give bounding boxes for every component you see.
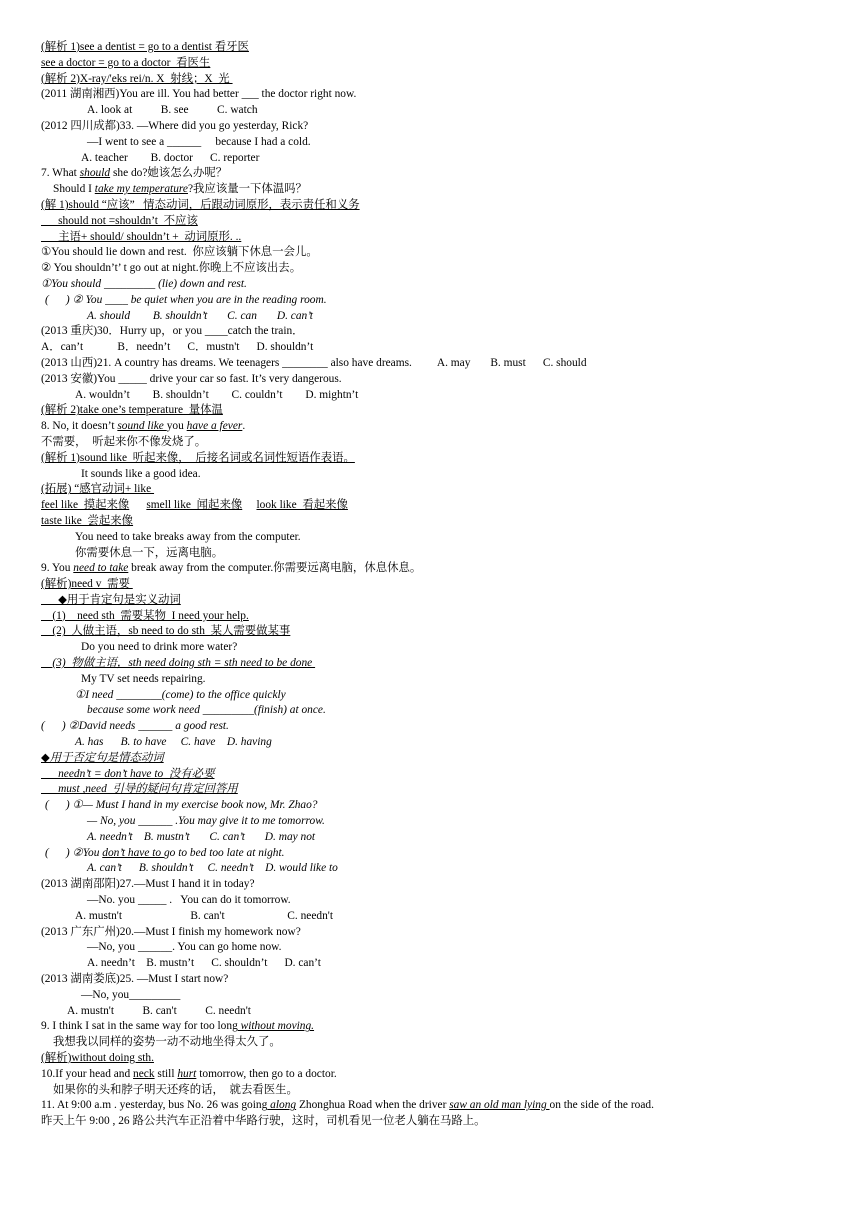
text-line [41, 782, 841, 798]
text-run: (解析 2)take one’s temperature 量体温 [41, 404, 223, 417]
text-line [41, 40, 841, 56]
text-run: must ,need 引导的疑问句肯定回答用 [41, 783, 238, 796]
text-run: It sounds like a good idea. [81, 467, 201, 480]
text-run: ( ) ②You [45, 846, 103, 859]
text-run: Do you need to drink more water? [81, 641, 238, 654]
text-line [41, 230, 841, 246]
text-run: 如果你的头和脖子明天还疼的话， 就去看医生。 [53, 1083, 298, 1096]
text-line [41, 814, 841, 830]
text-line [41, 798, 841, 814]
text-run: A．can’t B．needn’t C．mustn't D. shouldn’t [41, 341, 314, 354]
text-run: have a fever [186, 420, 243, 433]
text-run: 不需要， 听起来你不像发烧了。 [41, 435, 207, 448]
text-line [41, 719, 841, 735]
text-line [41, 467, 841, 483]
text-run: without moving. [237, 1020, 315, 1033]
text-run: —No. you _____ . You can do it tomorrow. [87, 894, 291, 907]
text-line [41, 830, 841, 846]
text-run: saw an old man lying [449, 1099, 550, 1112]
text-run: A. mustn't B. can't C. needn't [67, 1004, 251, 1017]
text-run: (解析)need v 需要 [41, 578, 133, 591]
text-run: ( ) ①— Must I hand in my exercise book now, Mr. Zhao? [45, 799, 318, 812]
text-run: (2013 广东广州)20.—Must I finish my homework now? [41, 925, 301, 938]
text-run: (2013 安徽)You _____ drive your car so fast. It’s very dangerous. [41, 372, 342, 385]
text-run: still [154, 1067, 178, 1080]
text-run: Zhonghua Road when the driver [296, 1099, 450, 1112]
text-line [41, 972, 841, 988]
text-run: —No, you_________ [81, 988, 181, 1001]
text-run: go to bed too late at night. [163, 846, 285, 859]
text-run: ◆用于否定句是情态动词 [41, 751, 164, 764]
text-run: A. should B. shouldn’t C. can D. can’t [87, 309, 313, 322]
text-line [41, 103, 841, 119]
text-run: need to take [73, 562, 129, 575]
text-run [129, 499, 146, 511]
text-run: A. needn’t B. mustn’t C. can’t D. may not [87, 830, 316, 843]
text-line [41, 656, 841, 672]
text-run: 7. What [41, 167, 80, 180]
text-line [41, 403, 841, 419]
text-line [41, 609, 841, 625]
text-line [41, 309, 841, 325]
text-line [41, 1004, 841, 1020]
text-line [41, 1051, 841, 1067]
text-line [41, 419, 841, 435]
text-run: on the side of the road. [549, 1099, 654, 1112]
text-run: take my temperature [94, 183, 188, 196]
text-run: should not =shouldn’t 不应该 [41, 214, 198, 227]
text-line [41, 135, 841, 151]
text-line [41, 340, 841, 356]
text-run: feel like 摸起来像 [41, 499, 130, 512]
text-run: (2013 重庆)30．Hurry up，or you ____catch the train． [41, 325, 304, 338]
text-run: . [242, 420, 246, 433]
text-run: (解析 2)X-ray/'eks rei/n. X 射线；X 光 [41, 72, 233, 85]
text-run: break away from the computer.你需要远离电脑，休息休息。 [128, 562, 422, 575]
text-line [41, 530, 841, 546]
text-run: A. can’t B. shouldn’t C. needn’t D. would like to [87, 862, 338, 875]
text-run: (2013 湖南邵阳)27.—Must I hand it in today? [41, 878, 255, 891]
text-run: (3) 物做主语，sth need doing sth = sth need to be done [41, 657, 316, 670]
text-line [41, 546, 841, 562]
text-run: 9. You [41, 562, 74, 575]
text-run: taste like 尝起来像 [41, 514, 134, 527]
text-run: A. teacher B. doctor C. reporter [81, 151, 260, 164]
text-run: hurt [177, 1067, 197, 1080]
text-run: (1) need sth 需要某物 I need your help. [41, 609, 249, 622]
text-run: 9. I think I sat in the same way for too long [41, 1020, 238, 1033]
text-line [41, 593, 841, 609]
text-run: look like 看起来像 [256, 499, 348, 512]
text-line [41, 688, 841, 704]
text-run: Should I [53, 183, 95, 196]
text-line [41, 498, 841, 514]
text-line [41, 245, 841, 261]
text-line [41, 72, 841, 88]
text-line [41, 1114, 841, 1130]
text-line [41, 151, 841, 167]
text-line [41, 877, 841, 893]
text-run: along [267, 1099, 297, 1112]
text-line [41, 261, 841, 277]
text-run: ①I need ________(come) to the office quickly [75, 688, 286, 701]
text-run: A. has B. to have C. have D. having [75, 736, 272, 749]
text-run: (2013 山西)21. A country has dreams. We teenagers ________ also have dreams. A. may B. must C. should [41, 356, 587, 369]
text-line [41, 640, 841, 656]
text-line [41, 1019, 841, 1035]
text-line [41, 372, 841, 388]
text-run [242, 499, 256, 511]
text-run: ◆用于肯定句是实义动词 [41, 593, 181, 606]
text-line [41, 293, 841, 309]
text-line [41, 703, 841, 719]
text-line [41, 482, 841, 498]
text-line [41, 940, 841, 956]
text-line [41, 988, 841, 1004]
document-page [41, 40, 841, 1130]
text-run: she do?她该怎么办呢？ [110, 167, 228, 180]
text-line [41, 277, 841, 293]
text-line [41, 893, 841, 909]
text-line [41, 198, 841, 214]
text-line [41, 166, 841, 182]
text-line [41, 435, 841, 451]
text-run: sound like [117, 420, 167, 433]
text-run: (解 1)should “应该” 情态动词，后跟动词原形，表示责任和义务 [41, 198, 360, 211]
text-line [41, 451, 841, 467]
text-run: —I went to see a ______ because I had a cold. [87, 135, 311, 148]
text-run: (2012 四川成都)33. —Where did you go yesterday, Rick? [41, 119, 309, 132]
text-run: 昨天上午 9:00 , 26 路公共汽车正沿着中华路行驶，这时，司机看见一位老人躺在马路上。 [41, 1115, 486, 1128]
text-run: 10.If your head and [41, 1067, 134, 1080]
text-line [41, 388, 841, 404]
text-run: 我想我以同样的姿势一动不动地坐得太久了。 [53, 1036, 281, 1049]
text-run: —No, you ______. You can go home now. [87, 941, 282, 954]
text-run: ② You shouldn’t’ t go out at night.你晚上不应该出去。 [41, 262, 302, 275]
text-line [41, 214, 841, 230]
text-line [41, 1098, 841, 1114]
text-run: should [79, 167, 111, 180]
text-run: 你需要休息一下，远离电脑。 [75, 546, 224, 559]
text-run: A. look at B. see C. watch [87, 104, 258, 117]
text-run: see a doctor = go to a doctor 看医生 [41, 56, 211, 69]
text-line [41, 767, 841, 783]
text-line [41, 1067, 841, 1083]
text-run: ①You should _________ (lie) down and rest. [41, 277, 247, 290]
text-line [41, 735, 841, 751]
text-line [41, 1083, 841, 1099]
text-line [41, 751, 841, 767]
text-run: tomorrow, then go to a doctor. [196, 1067, 337, 1080]
text-line [41, 56, 841, 72]
text-run: A. wouldn’t B. shouldn’t C. couldn’t D. mightn’t [75, 388, 359, 401]
text-run: (解析)without doing sth. [41, 1052, 154, 1064]
text-run: (解析 1)see a dentist = go to a dentist 看牙医 [41, 41, 249, 53]
text-line [41, 514, 841, 530]
text-line [41, 925, 841, 941]
text-run: ( ) ② You ____ be quiet when you are in the reading room. [45, 293, 327, 306]
text-line [41, 909, 841, 925]
text-run: (2) 人做主语，sb need to do sth 某人需要做某事 [41, 625, 291, 638]
text-line [41, 87, 841, 103]
text-run: needn’t = don’t have to 没有必要 [41, 767, 215, 780]
text-run: ①You should lie down and rest. 你应该躺下休息一会儿。 [41, 246, 318, 259]
text-line [41, 119, 841, 135]
text-run: You need to take breaks away from the computer. [75, 530, 301, 543]
text-run: A. needn’t B. mustn’t C. shouldn’t D. can’t [87, 957, 321, 970]
text-run: neck [133, 1067, 155, 1080]
text-line [41, 324, 841, 340]
text-line [41, 577, 841, 593]
text-run: ?我应该量一下体温吗？ [187, 183, 307, 196]
text-run: A. mustn't B. can't C. needn't [75, 909, 334, 922]
text-run: (解析 1)sound like 听起来像， 后接名词或名词性短语作表语。 [41, 451, 355, 464]
text-run: don’t have to [102, 846, 164, 859]
text-run: (拓展) “感官动词+ like [41, 483, 155, 496]
text-line [41, 956, 841, 972]
text-run: 11. At 9:00 a.m . yesterday, bus No. 26 was going [41, 1099, 268, 1112]
text-run: because some work need _________(finish) at once. [87, 704, 326, 717]
text-line [41, 861, 841, 877]
text-run: 8. No, it doesn’t [41, 420, 118, 433]
text-line [41, 846, 841, 862]
text-run: you [166, 420, 187, 433]
text-line [41, 624, 841, 640]
text-run: (2013 湖南娄底)25. —Must I start now? [41, 973, 229, 986]
text-run: ( ) ②David needs ______ a good rest. [41, 720, 229, 733]
text-run: My TV set needs repairing. [81, 672, 206, 685]
text-run: (2011 湖南湘西)You are ill. You had better ___ the doctor right now. [41, 88, 357, 101]
text-run: — No, you ______ .You may give it to me tomorrow. [87, 815, 325, 828]
text-line [41, 356, 841, 372]
text-run: smell like 闻起来像 [146, 499, 243, 512]
text-run: 主语+ should/ shouldn’t + 动词原形. .. [41, 230, 242, 243]
text-line [41, 182, 841, 198]
text-line [41, 1035, 841, 1051]
text-line [41, 561, 841, 577]
text-line [41, 672, 841, 688]
